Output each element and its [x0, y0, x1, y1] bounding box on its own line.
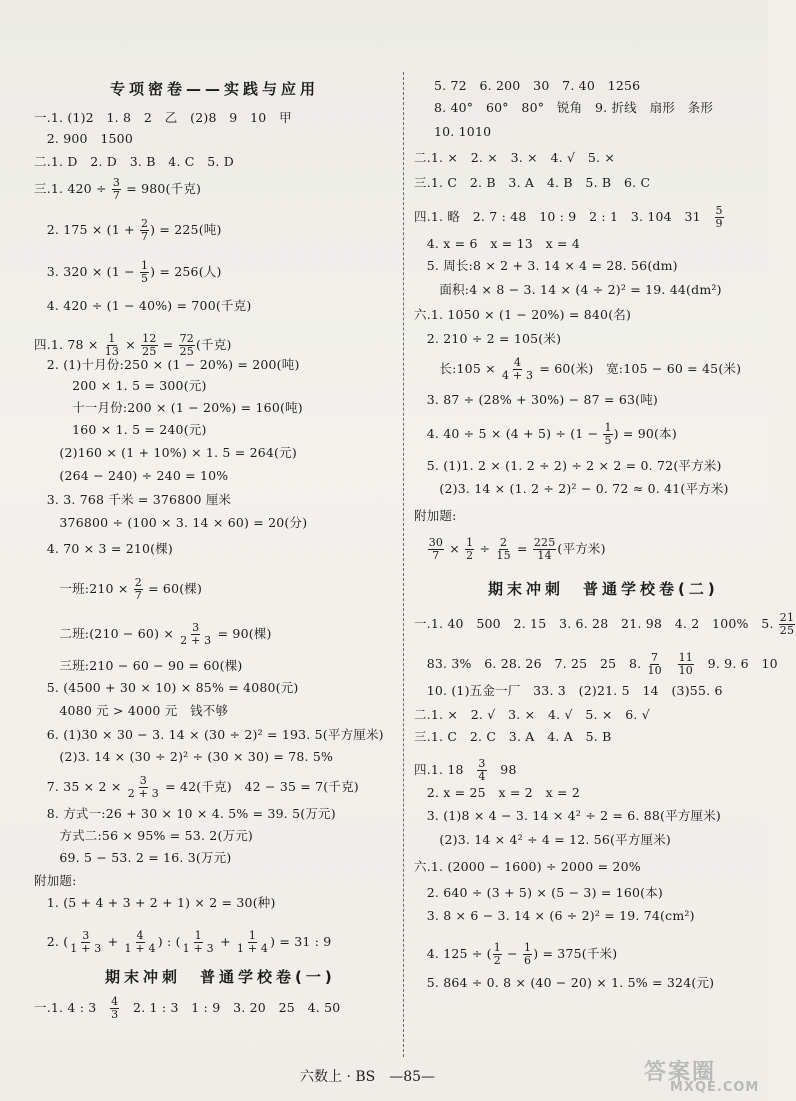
left-answer-line — [34, 727, 384, 743]
fraction-numerator: 3 — [112, 176, 121, 189]
answer-text: 2. 640 ÷ (3 + 5) × (5 − 3) = 160(本) — [414, 885, 663, 900]
answer-text: 一.1. 4 : 3 — [34, 1000, 110, 1015]
right-answer-line — [434, 100, 713, 116]
fraction-numerator: 4 — [136, 929, 144, 942]
answer-text: 4. 125 ÷ ( — [414, 946, 492, 961]
answer-text: (2)3. 14 × (30 ÷ 2)² ÷ (30 × 30) = 78. 5% — [34, 749, 334, 764]
answer-text: 一.1. 40 500 2. 15 3. 6. 28 21. 98 4. 2 100% 5. — [414, 616, 778, 631]
answer-text: 8. 40° 60° 80° 锐角 9. 折线 扇形 条形 — [434, 100, 714, 115]
fraction-numerator: 2 — [499, 536, 508, 549]
right-answer-line — [414, 392, 658, 408]
answer-text: 7. 35 × 2 × — [34, 779, 126, 794]
answer-text: 5. 72 6. 200 30 7. 40 1256 — [434, 78, 641, 93]
fraction-denominator: 2 — [493, 954, 501, 967]
left-answer-line — [34, 131, 133, 147]
answer-text: 一.1. (1)2 1. 8 2 乙 (2)8 9 10 甲 — [34, 110, 292, 125]
left-answer-line — [34, 298, 251, 314]
answer-text: 二.1. × 2. × 3. × 4. √ 5. × — [414, 150, 616, 165]
left-answer-line — [34, 260, 222, 285]
answer-text: = 42(千克) 42 − 35 = 7(千克) — [160, 779, 359, 794]
fraction-numerator: 3 — [478, 757, 486, 770]
answer-text: 3. 320 × (1 − — [34, 264, 139, 279]
fraction-numerator: 4 — [111, 995, 119, 1008]
fraction — [603, 422, 612, 447]
fraction-denominator: 25 — [142, 345, 157, 358]
fraction-denominator: 7 — [140, 230, 149, 243]
answer-text: (2)160 × (1 + 10%) × 1. 5 = 264(元) — [34, 445, 297, 460]
answer-text: 二班:(210 − 60) × — [34, 626, 179, 641]
answer-text: (2)3. 14 × (1. 2 ÷ 2)² − 0. 72 ≈ 0. 41(平方米) — [414, 481, 729, 496]
answer-text: (千克) — [195, 337, 232, 352]
answer-text: 1. (5 + 4 + 3 + 2 + 1) × 2 = 30(种) — [34, 895, 276, 910]
fraction — [646, 652, 662, 677]
answer-text: (264 − 240) ÷ 240 = 10% — [34, 468, 229, 483]
answer-text: (2)3. 14 × 4² ÷ 4 = 12. 56(平方厘米) — [414, 832, 672, 847]
left-answer-line — [34, 775, 359, 800]
right-answer-line — [414, 331, 561, 347]
left-answer-line — [34, 422, 207, 438]
fraction — [428, 537, 444, 562]
fraction-numerator: 30 — [428, 536, 444, 549]
fraction — [477, 758, 486, 783]
watermark-url: MXQE.COM — [670, 1080, 760, 1095]
right-answer-line — [414, 236, 580, 252]
answer-text: 三班:210 − 60 − 90 = 60(棵) — [34, 658, 243, 673]
fraction-numerator: 3 — [82, 929, 90, 942]
answer-text: 方式二:56 × 95% = 53. 2(万元) — [34, 828, 254, 843]
fraction — [179, 333, 195, 358]
answer-text: ) = 375(千米) — [533, 946, 618, 961]
fraction-numerator: 1 — [493, 941, 501, 954]
right-answer-line — [414, 205, 725, 230]
fraction-denominator: 14 — [537, 549, 552, 562]
fraction-numerator: 1 — [140, 259, 149, 272]
right-answer-line — [414, 458, 722, 474]
answer-text: 5. 864 ÷ 0. 8 × (40 − 20) × 1. 5% = 324(元) — [414, 975, 715, 990]
right-answer-line — [414, 652, 778, 677]
answer-text: 2. ( — [34, 934, 69, 949]
right-answer-line — [414, 537, 606, 562]
fraction-numerator: 2 — [140, 217, 149, 230]
fraction-denominator: 7 — [134, 589, 142, 602]
answer-text: = — [158, 337, 178, 352]
fraction-numerator: 4 — [514, 356, 522, 369]
fraction-numerator: 1 — [604, 421, 612, 434]
fraction — [678, 652, 694, 677]
right-answer-line — [414, 258, 678, 274]
answer-text: 200 × 1. 5 = 300(元) — [34, 378, 207, 393]
answer-text: 十一月份:200 × (1 − 20%) = 160(吨) — [34, 400, 303, 415]
right-section-title: 期末冲刺 普通学校卷(二) — [488, 580, 719, 598]
fraction — [523, 942, 532, 967]
answer-text: 二.1. D 2. D 3. B 4. C 5. D — [34, 154, 234, 169]
right-answer-line — [414, 481, 729, 497]
fraction — [127, 775, 160, 800]
fraction — [140, 218, 149, 243]
fraction-denominator: 5 — [140, 272, 149, 285]
answer-text: 四.1. 18 — [414, 762, 477, 777]
fraction — [715, 205, 724, 230]
fraction — [179, 622, 212, 647]
left-answer-line — [34, 622, 272, 647]
answer-text: 83. 3% 6. 28. 26 7. 25 25 8. — [414, 656, 646, 671]
answer-text — [414, 541, 427, 556]
left-answer-line — [34, 357, 300, 373]
fraction — [779, 612, 795, 637]
fraction-numerator: 2 — [134, 576, 142, 589]
answer-text: = — [512, 541, 532, 556]
left-answer-line — [34, 177, 201, 202]
fraction-denominator: 1 + 4 — [236, 942, 269, 955]
answer-text: 2. 210 ÷ 2 = 105(米) — [414, 331, 562, 346]
right-answer-line — [414, 975, 714, 991]
fraction-numerator: 1 — [194, 929, 202, 942]
answer-text: ) = 31 : 9 — [270, 934, 332, 949]
left-answer-line — [34, 930, 331, 955]
left-answer-line — [34, 850, 231, 866]
answer-text: 4080 元 > 4000 元 钱不够 — [34, 703, 229, 718]
answer-text: 2. x = 25 x = 2 x = 2 — [414, 785, 581, 800]
answer-text: 附加题: — [414, 508, 457, 523]
watermark-text: 答案圈 — [644, 1060, 717, 1085]
answer-text: 四.1. 78 × — [34, 337, 103, 352]
fraction-denominator: 4 + 3 — [502, 369, 534, 382]
answer-text: 4. 40 ÷ 5 × (4 + 5) ÷ (1 − — [414, 426, 603, 441]
fraction-numerator: 21 — [779, 611, 795, 624]
answer-text: 附加题: — [34, 873, 77, 888]
answer-text: 8. 方式一:26 + 30 × 10 × 4. 5% = 39. 5(万元) — [34, 806, 336, 821]
answer-text: 3. 3. 768 千米 = 376800 厘米 — [34, 492, 232, 507]
fraction-numerator: 3 — [139, 774, 147, 787]
left-answer-line — [34, 378, 207, 394]
answer-text: − — [502, 946, 522, 961]
answer-text: 3. (1)8 × 4 − 3. 14 × 4² ÷ 2 = 6. 88(平方厘米) — [414, 808, 721, 823]
answer-text: 2. 1 : 3 1 : 9 3. 20 25 4. 50 — [120, 1000, 341, 1015]
left-answer-line — [34, 895, 276, 911]
right-answer-line — [414, 908, 695, 924]
fraction — [465, 537, 474, 562]
answer-text: 9. 9. 6 10 — [694, 656, 778, 671]
fraction-numerator: 1 — [524, 941, 532, 954]
left-answer-line — [34, 806, 336, 822]
fraction — [134, 577, 143, 602]
fraction-denominator: 2 — [466, 549, 474, 562]
left-answer-line — [34, 218, 222, 243]
fraction-denominator: 25 — [179, 345, 194, 358]
right-answer-line — [414, 357, 741, 382]
right-answer-line — [414, 612, 796, 637]
page-footer: 六数上 · BS —85— — [300, 1069, 436, 1085]
left-answer-line — [34, 658, 243, 674]
answer-text: = 90(棵) — [213, 626, 272, 641]
left-answer-line — [34, 445, 297, 461]
answer-text: = 980(千克) — [122, 181, 202, 196]
right-answer-line — [414, 282, 722, 298]
answer-text: 2. 175 × (1 + — [34, 222, 139, 237]
answer-text: 六.1. 1050 × (1 − 20%) = 840(名) — [414, 307, 632, 322]
answer-text: 2. 900 1500 — [34, 131, 133, 146]
answer-text: 二.1. × 2. √ 3. × 4. √ 5. × 6. √ — [414, 707, 650, 722]
right-answer-line — [414, 885, 663, 901]
answer-text: 98 — [487, 762, 517, 777]
answer-text: = 60(棵) — [143, 581, 203, 596]
right-answer-line — [434, 124, 491, 140]
left-section-title: 期末冲刺 普通学校卷(一) — [105, 968, 336, 986]
fraction-denominator: 5 — [604, 434, 612, 447]
answer-text: (平方米) — [557, 541, 606, 556]
fraction — [493, 942, 502, 967]
answer-text: 六.1. (2000 − 1600) ÷ 2000 = 20% — [414, 859, 641, 874]
fraction — [112, 177, 121, 202]
fraction-numerator: 1 — [108, 332, 116, 345]
fraction-denominator: 1 + 4 — [124, 942, 156, 955]
fraction-denominator: 2 + 3 — [180, 634, 212, 647]
fraction-denominator: 6 — [524, 954, 532, 967]
fraction-denominator: 10 — [647, 664, 662, 677]
answer-text: ) = 256(人) — [150, 264, 222, 279]
answer-text: 69. 5 − 53. 2 = 16. 3(万元) — [34, 850, 232, 865]
answer-text: 一班:210 × — [34, 581, 133, 596]
fraction-numerator: 7 — [651, 651, 659, 664]
left-answer-line — [34, 873, 77, 889]
right-answer-line — [414, 808, 721, 824]
left-answer-line — [34, 492, 231, 508]
left-answer-line — [34, 577, 202, 602]
left-answer-line — [34, 515, 307, 531]
right-answer-line — [414, 683, 723, 699]
answer-text: 6. (1)30 × 30 − 3. 14 × (30 ÷ 2)² = 193. 5(平方厘米) — [34, 727, 384, 742]
left-answer-line — [34, 541, 173, 557]
fraction — [533, 537, 557, 562]
fraction — [104, 333, 120, 358]
left-answer-line — [34, 110, 292, 126]
answer-text: 三.1. C 2. B 3. A 4. B 5. B 6. C — [414, 175, 651, 190]
fraction-numerator: 5 — [715, 204, 723, 217]
fraction-denominator: 1 + 3 — [70, 942, 102, 955]
answer-text: × — [121, 337, 141, 352]
answer-text: = 60(米) 宽:105 − 60 = 45(米) — [535, 361, 742, 376]
answer-text: + — [103, 934, 123, 949]
answer-text: 4. x = 6 x = 13 x = 4 — [414, 236, 581, 251]
fraction-denominator: 25 — [779, 624, 795, 637]
answer-text: ) = 225(吨) — [150, 222, 222, 237]
answer-text: 长:105 × — [414, 361, 500, 376]
right-answer-line — [414, 707, 650, 723]
fraction-denominator: 15 — [496, 549, 511, 562]
right-answer-line — [414, 508, 457, 524]
right-answer-line — [414, 785, 580, 801]
left-answer-line — [34, 996, 340, 1021]
fraction — [141, 333, 157, 358]
answer-text: ÷ — [475, 541, 495, 556]
fraction — [501, 357, 534, 382]
right-answer-line — [414, 942, 617, 967]
answer-text: 5. 周长:8 × 2 + 3. 14 × 4 = 28. 56(dm) — [414, 258, 678, 273]
answer-text: ) : ( — [157, 934, 181, 949]
answer-text: 四.1. 略 2. 7 : 48 10 : 9 2 : 1 3. 104 31 — [414, 209, 714, 224]
answer-text: 10. (1)五金一厂 33. 3 (2)21. 5 14 (3)55. 6 — [414, 683, 723, 698]
fraction — [69, 930, 102, 955]
fraction-denominator: 9 — [715, 217, 723, 230]
right-answer-line — [414, 307, 631, 323]
fraction-numerator: 72 — [179, 332, 194, 345]
fraction-numerator: 3 — [192, 621, 200, 634]
fraction-denominator: 2 + 3 — [127, 787, 159, 800]
left-answer-line — [34, 749, 333, 765]
answer-text: 面积:4 × 8 − 3. 14 × (4 ÷ 2)² = 19. 44(dm²) — [414, 282, 722, 297]
left-answer-line — [34, 400, 303, 416]
right-answer-line — [414, 422, 677, 447]
right-answer-line — [414, 175, 650, 191]
fraction — [495, 537, 511, 562]
answer-text: + — [215, 934, 235, 949]
fraction-numerator: 12 — [142, 332, 157, 345]
fraction-denominator: 7 — [112, 189, 121, 202]
answer-text: 5. (1)1. 2 × (1. 2 ÷ 2) ÷ 2 × 2 = 0. 72(平方米) — [414, 458, 722, 473]
answer-text: 4. 70 × 3 = 210(棵) — [34, 541, 174, 556]
column-divider — [403, 72, 405, 1057]
right-answer-line — [414, 859, 641, 875]
fraction — [236, 930, 269, 955]
left-answer-line — [34, 468, 228, 484]
right-answer-line — [414, 832, 671, 848]
answer-text: 三.1. C 2. C 3. A 4. A 5. B — [414, 729, 612, 744]
fraction-numerator: 1 — [466, 536, 474, 549]
answer-text: 3. 87 ÷ (28% + 30%) − 87 = 63(吨) — [414, 392, 658, 407]
left-answer-line — [34, 680, 299, 696]
answer-text: 376800 ÷ (100 × 3. 14 × 60) = 20(分) — [34, 515, 308, 530]
answer-text: 10. 1010 — [434, 124, 492, 139]
fraction-denominator: 1 + 3 — [182, 942, 214, 955]
left-section-title: 专项密卷——实践与应用 — [110, 80, 320, 98]
fraction — [182, 930, 215, 955]
answer-text — [664, 656, 677, 671]
right-answer-line — [414, 758, 517, 783]
fraction-denominator: 13 — [104, 345, 120, 358]
answer-text: 2. (1)十月份:250 × (1 − 20%) = 200(吨) — [34, 357, 300, 372]
right-answer-line — [434, 78, 640, 94]
answer-text: 4. 420 ÷ (1 − 40%) = 700(千克) — [34, 298, 252, 313]
answer-text: 5. (4500 + 30 × 10) × 85% = 4080(元) — [34, 680, 299, 695]
left-answer-line — [34, 703, 228, 719]
answer-text: ) = 90(本) — [613, 426, 677, 441]
fraction — [140, 260, 149, 285]
right-answer-line — [414, 150, 615, 166]
left-answer-line — [34, 333, 232, 358]
fraction — [110, 996, 119, 1021]
answer-text: 160 × 1. 5 = 240(元) — [34, 422, 207, 437]
answer-text: × — [445, 541, 465, 556]
fraction-numerator: 225 — [533, 536, 556, 549]
answer-text: 三.1. 420 ÷ — [34, 181, 111, 196]
answer-text: 3. 8 × 6 − 3. 14 × (6 ÷ 2)² = 19. 74(cm²) — [414, 908, 695, 923]
fraction-denominator: 3 — [111, 1008, 119, 1021]
left-answer-line — [34, 154, 234, 170]
fraction-denominator: 4 — [478, 770, 486, 783]
fraction-numerator: 1 — [248, 929, 257, 942]
left-answer-line — [34, 828, 253, 844]
right-answer-line — [414, 729, 612, 745]
fraction-denominator: 10 — [678, 664, 693, 677]
watermark-logo — [640, 1055, 758, 1095]
fraction — [124, 930, 157, 955]
fraction-numerator: 11 — [678, 651, 693, 664]
fraction-denominator: 7 — [432, 549, 440, 562]
